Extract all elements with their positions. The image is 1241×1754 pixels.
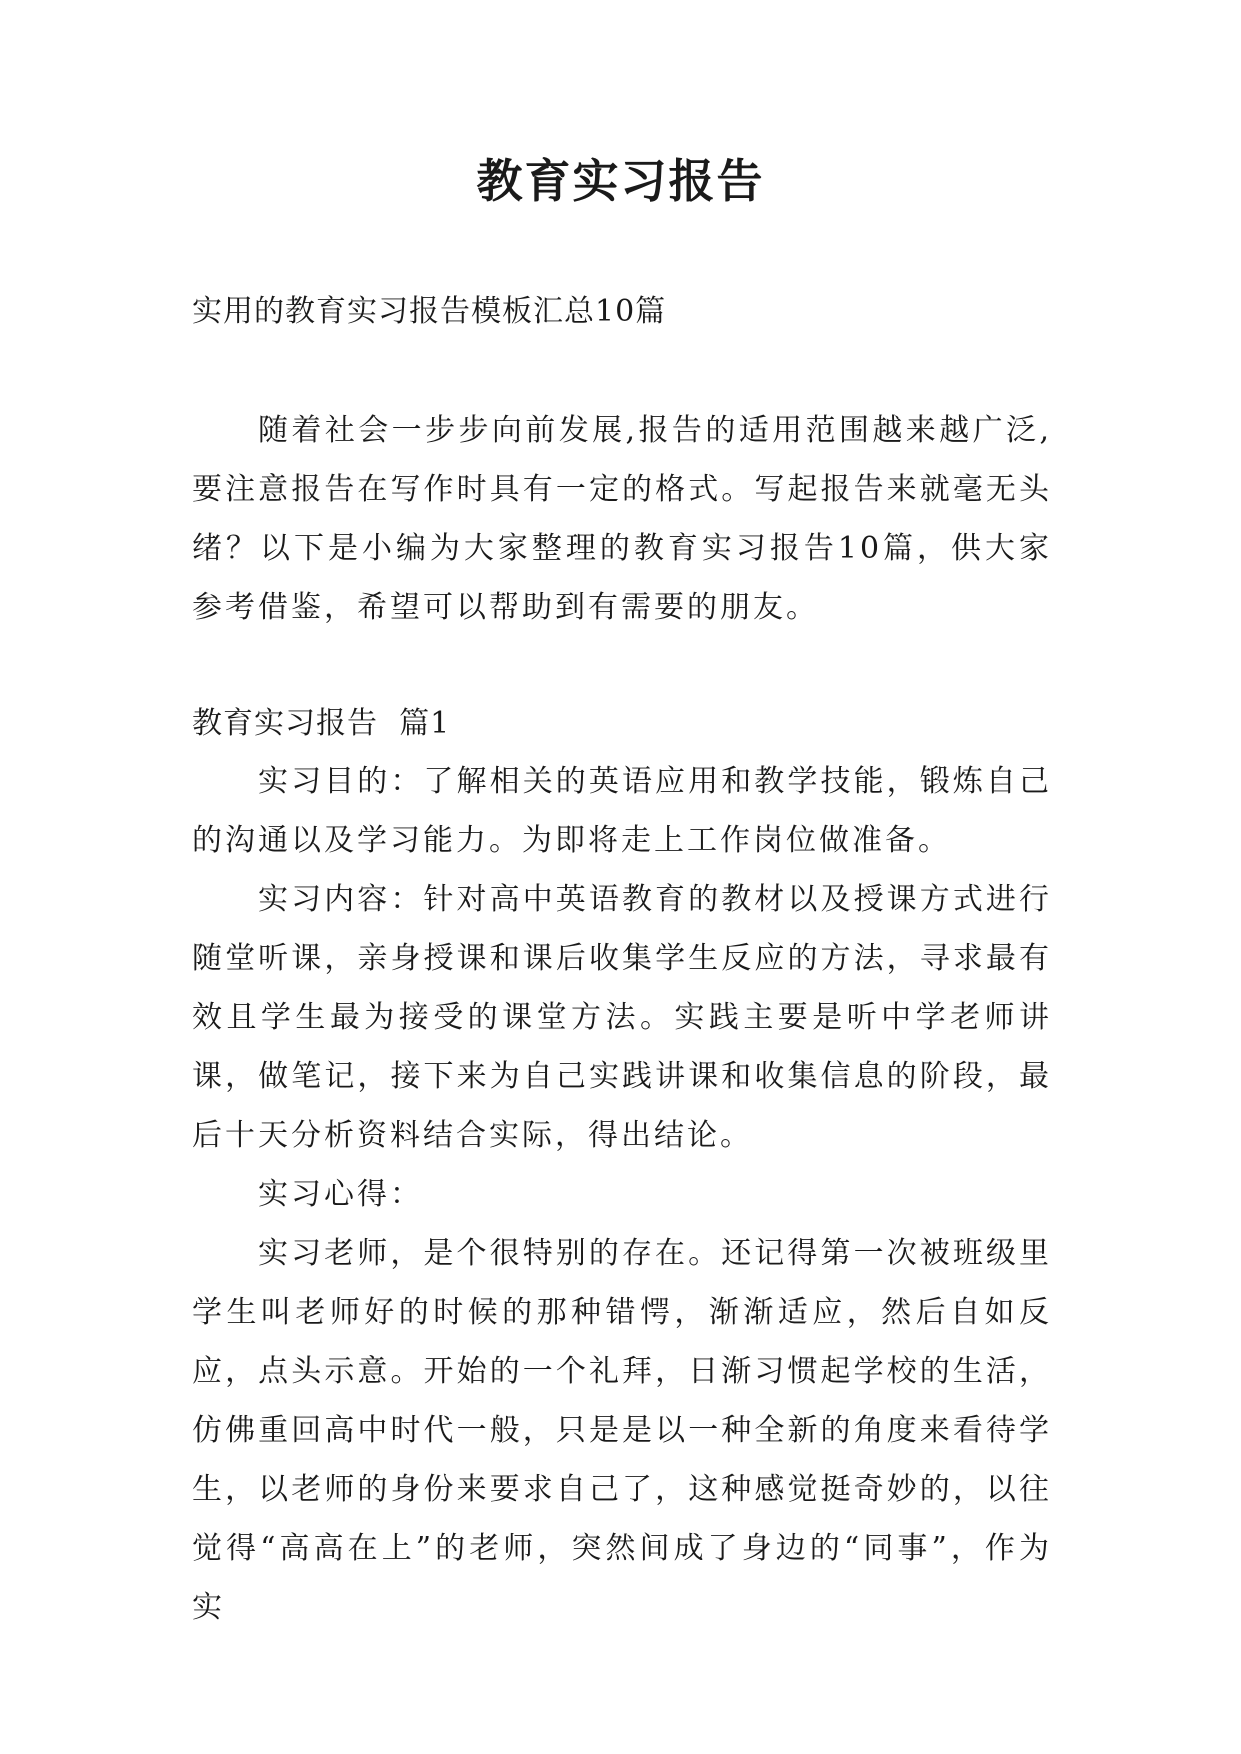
section-heading: 教育实习报告 篇1 <box>192 706 451 741</box>
content-paragraph: 实习内容：针对高中英语教育的教材以及授课方式进行随堂听课，亲身授课和课后收集学生反应的方法，寻求最有效且学生最为接受的课堂方法。实践主要是听中学老师讲课，做笔记，接下来为自己实践讲课和收集信息的阶段，最后十天分析资料结合实际，得出结论。 <box>192 882 1052 1153</box>
intro-paragraph: 随着社会一步步向前发展,报告的适用范围越来越广泛,要注意报告在写作时具有一定的格式。写起报告来就毫无头绪？以下是小编为大家整理的教育实习报告10篇，供大家参考借鉴，希望可以帮助到有需要的朋友。 <box>192 413 1052 625</box>
document-subtitle: 实用的教育实习报告模板汇总10篇 <box>192 294 667 329</box>
purpose-paragraph: 实习目的：了解相关的英语应用和教学技能，锻炼自己的沟通以及学习能力。为即将走上工作岗位做准备。 <box>192 764 1052 858</box>
experience-paragraph: 实习老师，是个很特别的存在。还记得第一次被班级里学生叫老师好的时候的那种错愕，渐渐适应，然后自如反应，点头示意。开始的一个礼拜，日渐习惯起学校的生活，仿佛重回高中时代一般，只是是以一种全新的角度来看待学生，以老师的身份来要求自己了，这种感觉挺奇妙的，以往觉得“高高在上”的老师，突然间成了身边的“同事”，作为实 <box>192 1236 1052 1625</box>
experience-label: 实习心得： <box>258 1177 423 1212</box>
document-title: 教育实习报告 <box>476 154 765 208</box>
